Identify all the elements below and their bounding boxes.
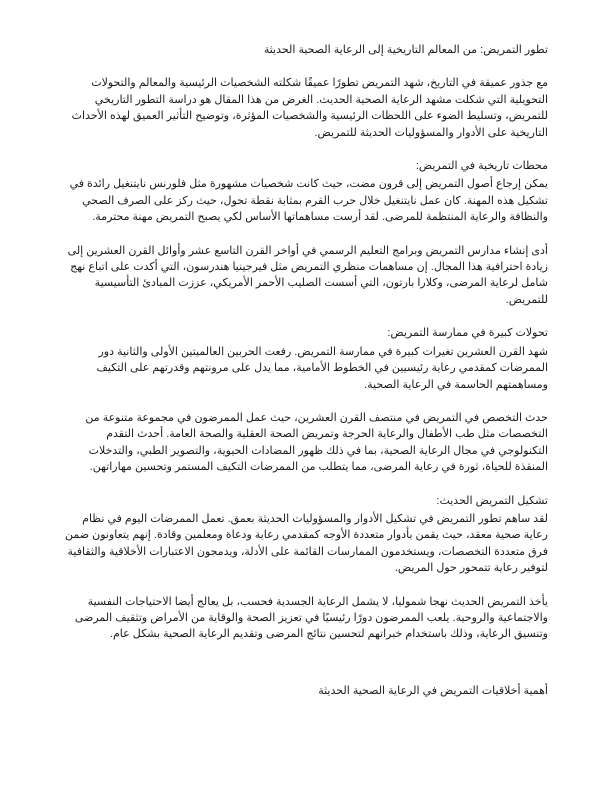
section-heading-milestones: محطات تاريخية في التمريض:: [415, 160, 548, 173]
paragraph: أدى إنشاء مدارس التمريض وبرامج التعليم الرسمي في أواخر القرن التاسع عشر وأوائل القرن العشرين إلى زيادة احترافية هذا المجال. إن مساهمات منظري التمريض مثل فيرجينيا هندرسون، التي أكدت على اتباع نهج شامل لرعاية المرضى، وكلارا بارتون، التي أسست الصليب الأحمر الأمريكي، عززت المبادئ التأسيسية للتمريض.: [67, 244, 548, 306]
next-section-title: أهمية أخلاقيات التمريض في الرعاية الصحية الحديثة: [318, 684, 548, 697]
document-title: تطور التمريض: من المعالم التاريخية إلى الرعاية الصحية الحديثة: [263, 44, 548, 56]
paragraph: لقد ساهم تطور التمريض في تشكيل الأدوار والمسؤوليات الحديثة بعمق. تعمل الممرضات اليوم في نظام رعاية صحية معقد، حيث يقمن بأدوار متعددة الأوجه كمقدمي رعاية ودعاة ومعلمين وقادة. إنهم يتعاونون ضمن فرق متعددة التخصصات، ويستخدمون الممارسات القائمة على الأدلة، ويدمجون الاعتبارات الأخلاقية والثقافية لتوفير رعاية تتمحور حول المريض.: [64, 512, 548, 575]
paragraph: حدث التخصص في التمريض في منتصف القرن العشرين، حيث عمل الممرضون في مجموعة متنوعة من التخصصات مثل طب الأطفال والرعاية الحرجة وتمريض الصحة العقلية والصحة العامة. أحدث التقدم التكنولوجي في مجال الرعاية الصحية، بما في ذلك ظهور المضادات الحيوية، والتصوير الطبي، والتدخلات المنقذة للحياة، ثورة في رعاية المرضى، مما يتطلب من الممرضات التكيف المستمر وتحسين مهاراتهن.: [85, 411, 548, 474]
paragraph: يأخذ التمريض الحديث نهجا شموليا، لا يشمل الرعاية الجسدية فحسب، بل يعالج أيضا الاحتياجات النفسية والاجتماعية والروحية. يلعب الممرضون دورًا رئيسيًا في تعزيز الصحة والوقاية من الأمراض وتثقيف المرضى وتنسيق الرعاية، وذلك باستخدام خبراتهم لتحسين نتائج المرضى وتقديم الرعاية الصحية بشكل عام.: [74, 595, 548, 641]
section-heading-transformations: تحولات كبيرة في ممارسة التمريض:: [387, 327, 548, 340]
paragraph: شهد القرن العشرين تغيرات كبيرة في ممارسة التمريض. رفعت الحربين العالميتين الأولى والثانية دور الممرضات كمقدمي رعاية رئيسيين في الخطوط الأمامية، مما يدل على مرونتهم وقدرتهم على التكيف ومساهمتهم الحاسمة في الرعاية الصحية.: [96, 345, 548, 391]
paragraph: يمكن إرجاع أصول التمريض إلى قرون مضت، حيث كانت شخصيات مشهورة مثل فلورنس نايتنغيل رائدة في تشكيل هذه المهنة. كان عمل نايتنغيل خلال حرب القرم بمثابة نقطة تحول، حيث ركز على الصرف الصحي والنظافة والرعاية المنتظمة للمرضى. لقد أرست مساهماتها الأساس لكي يصبح التمريض مهنة محترمة.: [69, 178, 548, 224]
section-heading-modern-nursing: تشكيل التمريض الحديث:: [436, 494, 548, 507]
document-page: [60, 42, 548, 710]
intro-paragraph: مع جذور عميقة في التاريخ، شهد التمريض تطورًا عميقًا شكلته الشخصيات الرئيسية والمعالم والتحولات التحويلية التي شكلت مشهد الرعاية الصحية الحديث. الغرض من هذا المقال هو دراسة التطور التاريخي للتمريض، وتسليط الضوء على اللحظات الرئيسية والشخصيات المؤثرة، وتوضيح التأثير العميق لهذه الأحداث التاريخية على الأدوار والمسؤوليات الحديثة للتمريض.: [71, 77, 548, 139]
